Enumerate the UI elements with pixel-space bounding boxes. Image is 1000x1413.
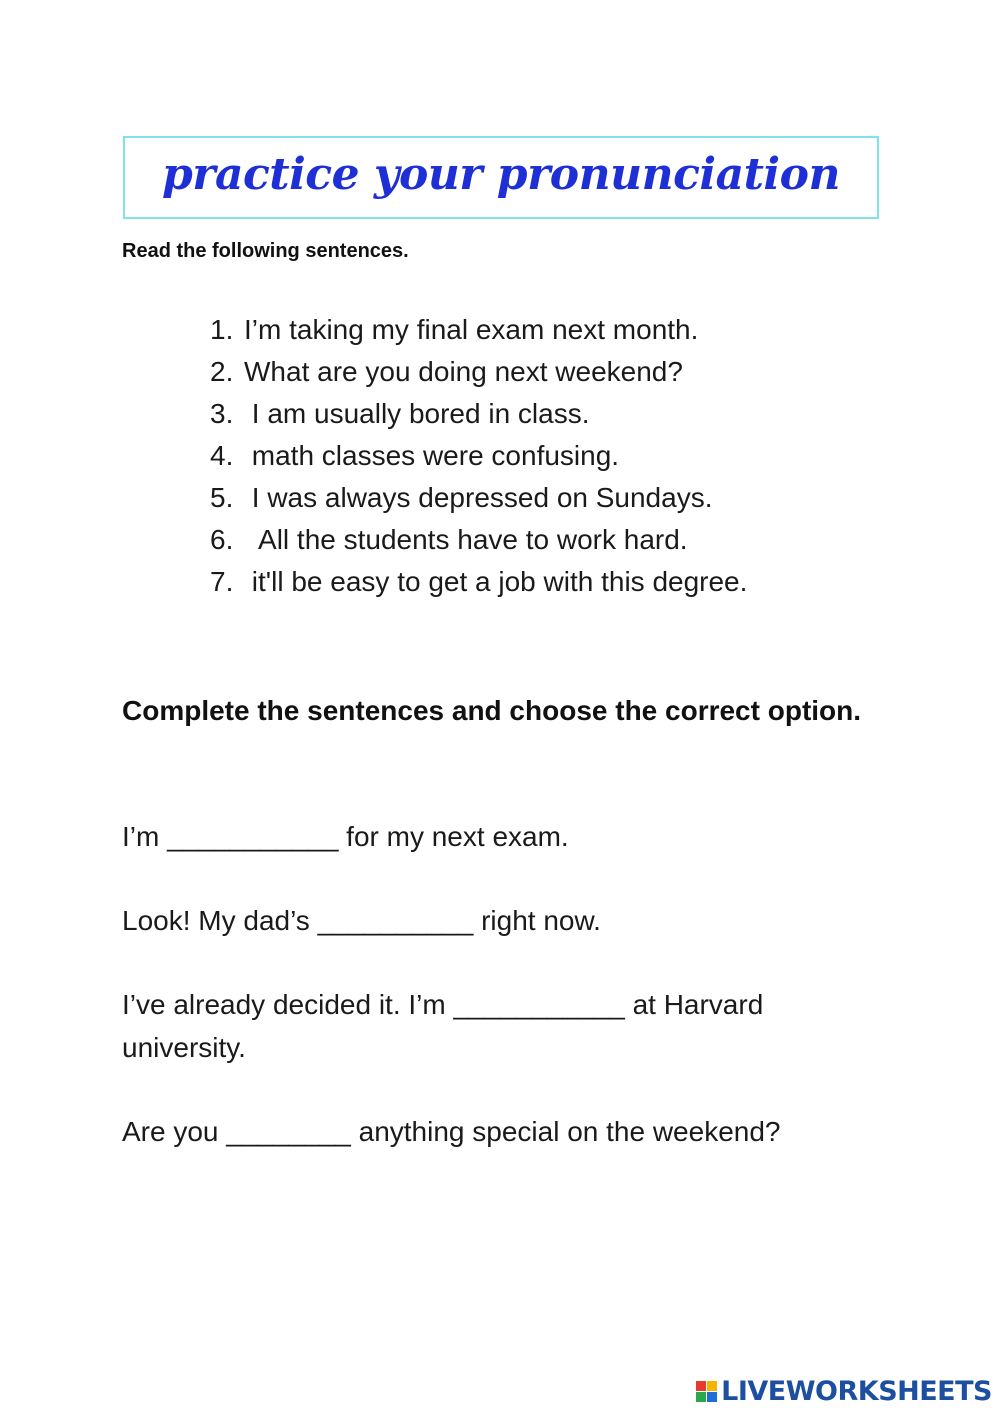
logo-square xyxy=(707,1392,717,1402)
item-number: 2. xyxy=(210,356,234,387)
list-item xyxy=(210,352,747,394)
sentence-text: All the students have to work hard. xyxy=(244,524,688,555)
fill-in-sentence: I’ve already decided it. I’m ___________ at Harvard university. xyxy=(122,989,764,1063)
list-item xyxy=(210,562,747,604)
sentence-text: I am usually bored in class. xyxy=(244,398,590,429)
worksheet-title: practice your pronunciation xyxy=(162,149,840,200)
logo-mark-icon xyxy=(696,1381,717,1402)
sentence-text: it'll be easy to get a job with this degree. xyxy=(244,566,748,597)
list-item xyxy=(210,478,747,520)
title-box xyxy=(123,136,879,219)
list-item xyxy=(210,394,747,436)
logo-text: LIVEWORKSHEETS xyxy=(721,1376,992,1407)
fill-in-sentence: Are you ________ anything special on the weekend? xyxy=(122,1116,781,1147)
reading-instruction: Read the following sentences. xyxy=(122,240,409,262)
item-number: 6. xyxy=(210,524,234,555)
item-number: 5. xyxy=(210,482,234,513)
fill-in-sentence: Look! My dad’s __________ right now. xyxy=(122,905,601,936)
sentence-text: math classes were confusing. xyxy=(244,440,620,471)
liveworksheets-logo xyxy=(696,1376,992,1407)
item-number: 1. xyxy=(210,314,234,345)
sentence-text: I’m taking my final exam next month. xyxy=(244,314,699,345)
sentence-text: I was always depressed on Sundays. xyxy=(244,482,713,513)
item-number: 3. xyxy=(210,398,234,429)
list-item xyxy=(210,310,747,352)
section-heading: Complete the sentences and choose the correct option. xyxy=(122,695,862,726)
list-item xyxy=(210,436,747,478)
fill-in-sentence: I’m ___________ for my next exam. xyxy=(122,821,569,852)
list-item xyxy=(210,520,747,562)
item-number: 7. xyxy=(210,566,234,597)
sentence-list xyxy=(210,310,747,604)
logo-square xyxy=(696,1392,706,1402)
sentence-text: What are you doing next weekend? xyxy=(244,356,683,387)
logo-square xyxy=(707,1381,717,1391)
item-number: 4. xyxy=(210,440,234,471)
logo-square xyxy=(696,1381,706,1391)
